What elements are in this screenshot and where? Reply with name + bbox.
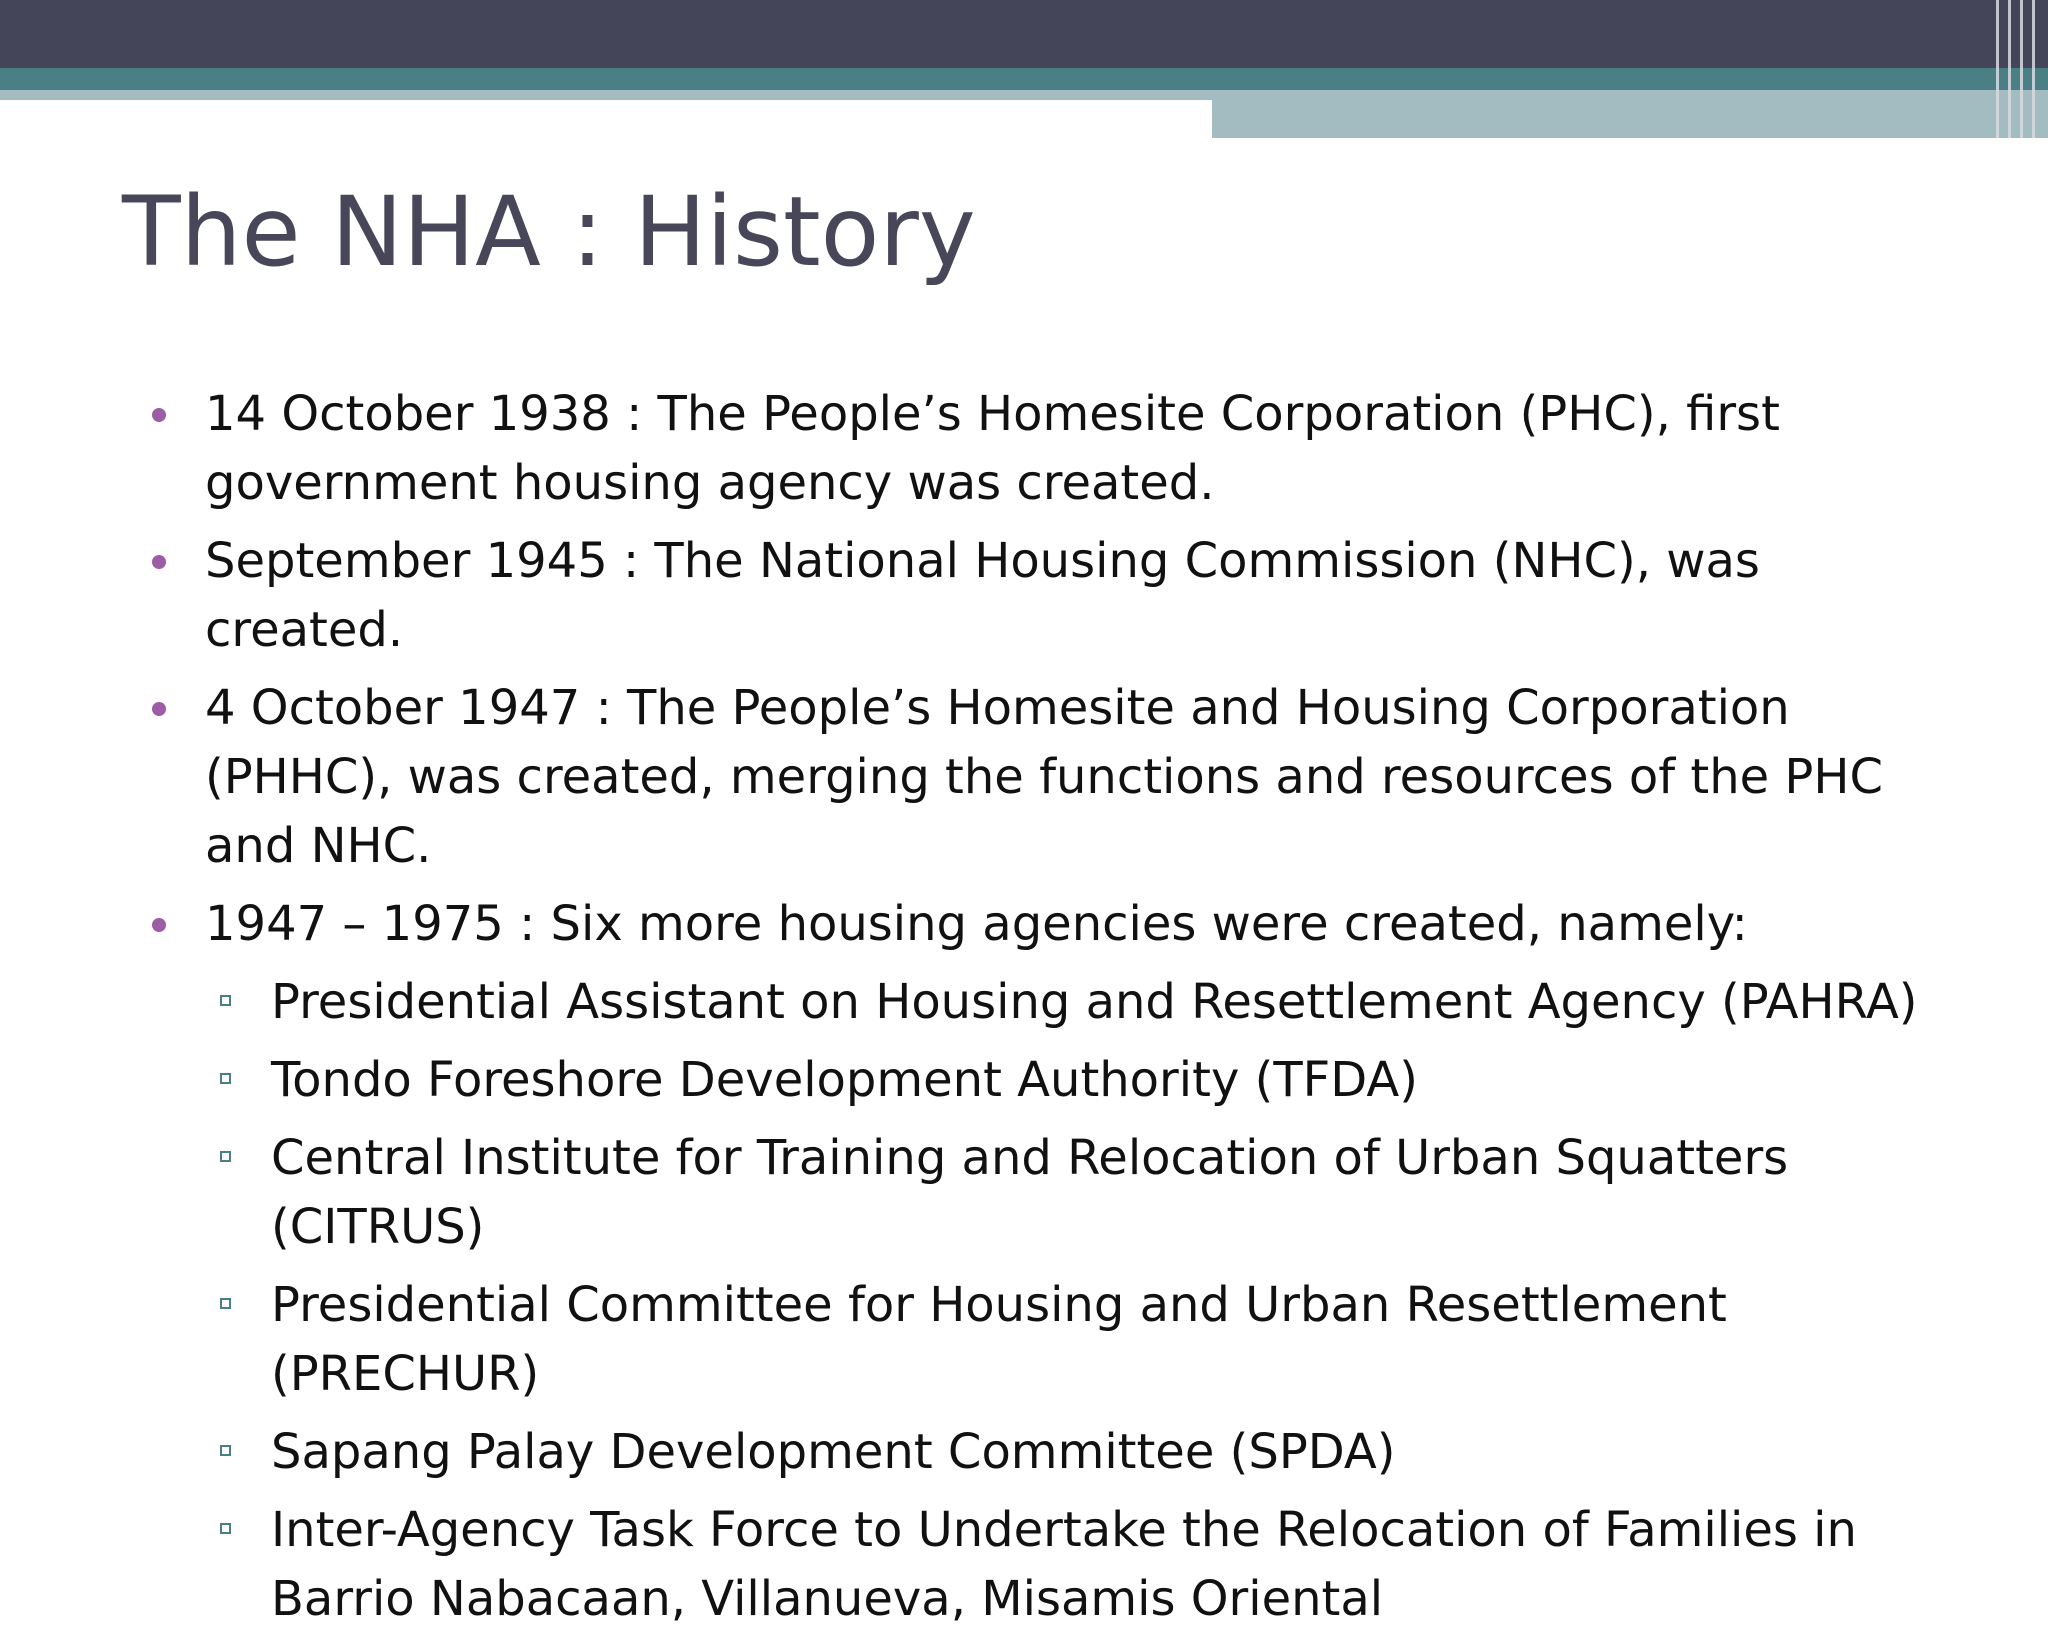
sub-bullet-item <box>140 1046 1960 1115</box>
sub-bullet-item <box>140 1271 1960 1409</box>
header-band-dark <box>0 0 2048 68</box>
square-bullet-icon <box>220 1151 231 1162</box>
sub-bullet-item <box>140 1124 1960 1262</box>
slide-title: The NHA : History <box>122 176 976 288</box>
bullet-text: 1947 – 1975 : Six more housing agencies were created, namely: <box>205 896 1748 952</box>
header-band-teal <box>0 68 2048 90</box>
slide-content <box>140 380 1960 1643</box>
square-bullet-icon <box>220 1445 231 1456</box>
bullet-dot-icon <box>152 555 166 569</box>
square-bullet-icon <box>220 1073 231 1084</box>
sub-bullet-text: Tondo Foreshore Development Authority (TFDA) <box>271 1052 1418 1108</box>
bullet-dot-icon <box>152 408 166 422</box>
bullet-text: 14 October 1938 : The People’s Homesite Corporation (PHC), first government housing agency was created. <box>205 386 1780 511</box>
bullet-item <box>140 674 1960 881</box>
square-bullet-icon <box>220 1523 231 1534</box>
sub-bullet-item <box>140 1418 1960 1487</box>
bullet-item <box>140 380 1960 518</box>
sub-bullet-text: Central Institute for Training and Relocation of Urban Squatters (CITRUS) <box>271 1130 1789 1255</box>
sub-bullet-item <box>140 1496 1960 1634</box>
header-band-light-left <box>0 90 1212 100</box>
sub-bullet-text: Sapang Palay Development Committee (SPDA) <box>271 1424 1396 1480</box>
bullet-item <box>140 890 1960 959</box>
bullet-text: 4 October 1947 : The People’s Homesite and Housing Corporation (PHHC), was created, merging the functions and resources of the PHC and NHC. <box>205 680 1883 874</box>
bullet-dot-icon <box>152 918 166 932</box>
header-edge-lines <box>1988 0 2048 138</box>
sub-bullet-item <box>140 968 1960 1037</box>
header-band-light-right <box>1212 90 2048 138</box>
bullet-text: September 1945 : The National Housing Commission (NHC), was created. <box>205 533 1760 658</box>
square-bullet-icon <box>220 1298 231 1309</box>
sub-bullet-text: Presidential Committee for Housing and Urban Resettlement (PRECHUR) <box>271 1277 1727 1402</box>
bullet-dot-icon <box>152 702 166 716</box>
bullet-item <box>140 527 1960 665</box>
sub-bullet-text: Presidential Assistant on Housing and Resettlement Agency (PAHRA) <box>271 974 1918 1030</box>
square-bullet-icon <box>220 995 231 1006</box>
sub-bullet-text: Inter-Agency Task Force to Undertake the Relocation of Families in Barrio Nabacaan, Villanueva, Misamis Oriental <box>271 1502 1857 1627</box>
